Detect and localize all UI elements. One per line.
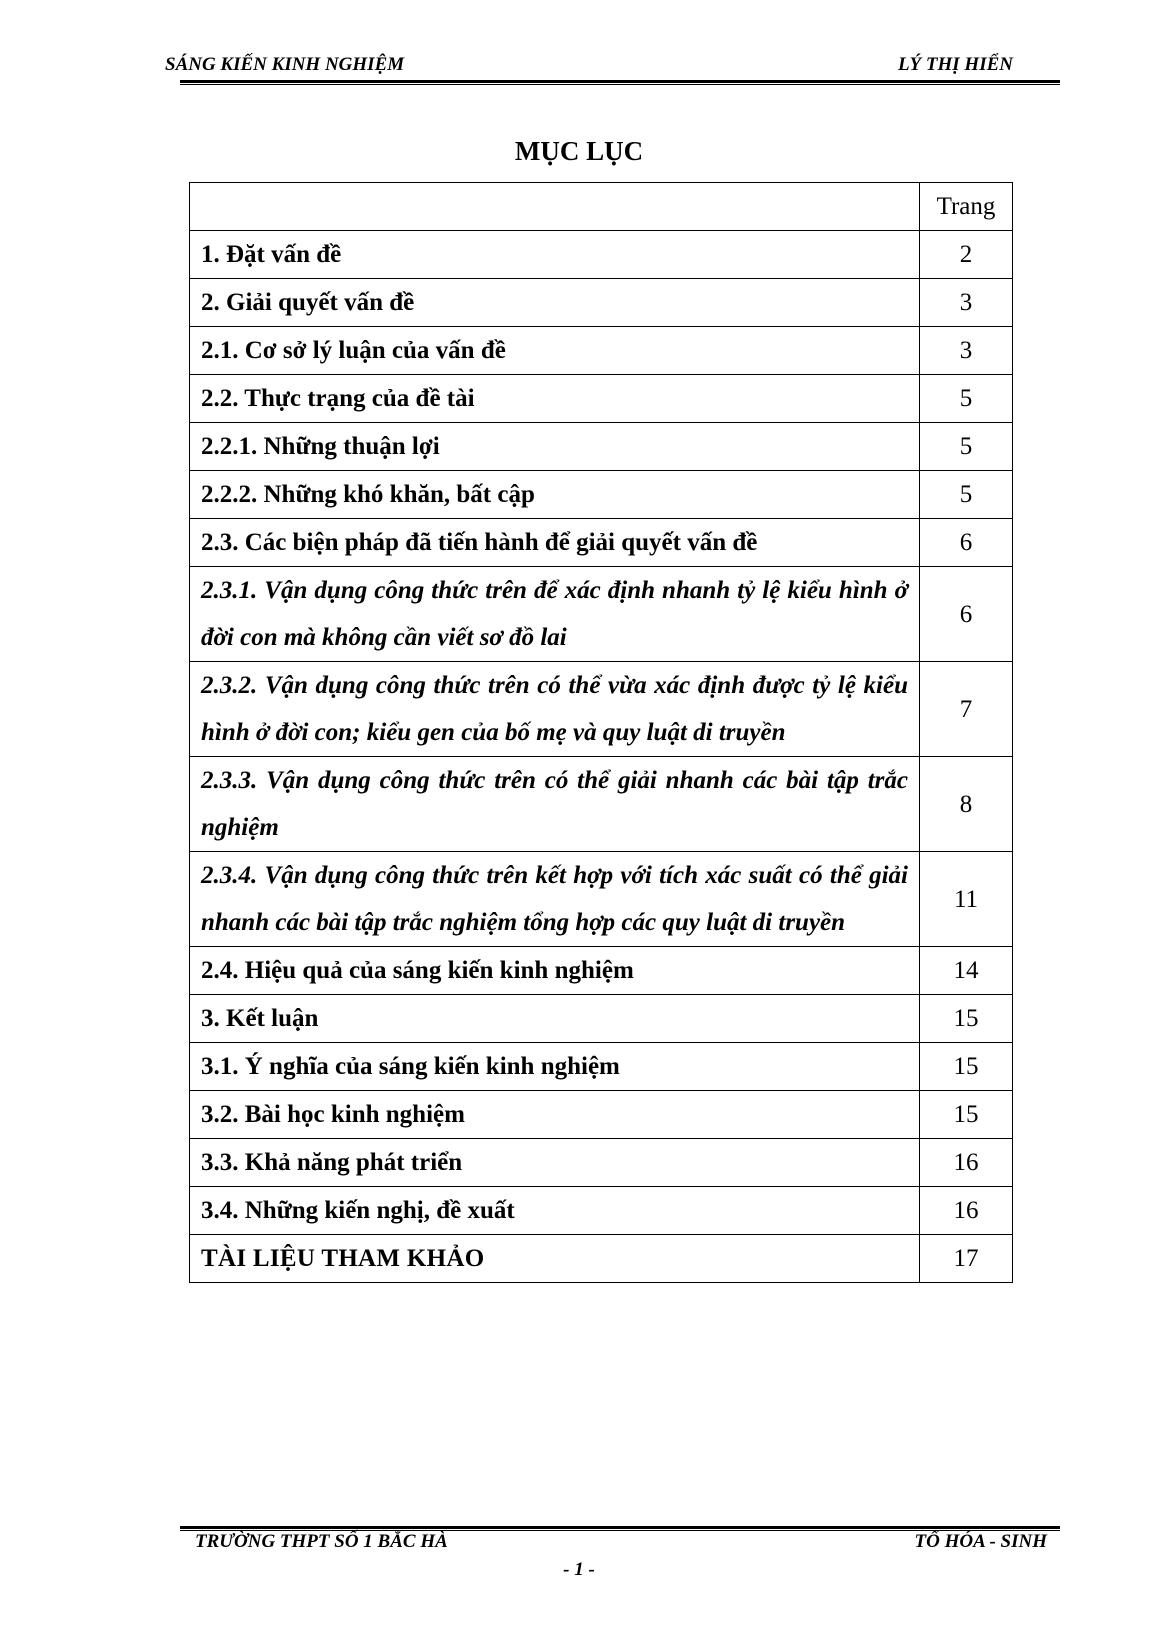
toc-entry: 2.2. Thực trạng của đề tài (190, 375, 920, 423)
toc-page-number: 16 (920, 1187, 1013, 1235)
toc-entry: 3.4. Những kiến nghị, đề xuất (190, 1187, 920, 1235)
toc-page-number: 6 (920, 567, 1013, 662)
toc-row (190, 567, 1013, 662)
toc-entry: 2.3.4. Vận dụng công thức trên kết hợp với tích xác suất có thể giải nhanh các bài tập trắc nghiệm tổng hợp các quy luật di truyền (190, 852, 920, 947)
toc-entry: 3.3. Khả năng phát triển (190, 1139, 920, 1187)
toc-page-number: 8 (920, 757, 1013, 852)
toc-entry: 2.3.1. Vận dụng công thức trên để xác định nhanh tỷ lệ kiểu hình ở đời con mà không cần viết sơ đồ lai (190, 567, 920, 662)
toc-page-number: 15 (920, 1091, 1013, 1139)
toc-page-number: 6 (920, 519, 1013, 567)
toc-row (190, 1235, 1013, 1283)
toc-entry: 2.3. Các biện pháp đã tiến hành để giải quyết vấn đề (190, 519, 920, 567)
toc-header-row (190, 183, 1013, 231)
footer-school: TRƯỜNG THPT SỐ 1 BẮC HÀ (195, 1531, 448, 1552)
toc-row (190, 231, 1013, 279)
toc-entry: 2.3.3. Vận dụng công thức trên có thể giải nhanh các bài tập trắc nghiệm (190, 757, 920, 852)
toc-entry: 2.4. Hiệu quả của sáng kiến kinh nghiệm (190, 947, 920, 995)
toc-page-number: 3 (920, 279, 1013, 327)
header-author: LÝ THỊ HIỂN (897, 54, 1013, 75)
page-title: MỤC LỤC (514, 136, 644, 166)
toc-page-number: 11 (920, 852, 1013, 947)
toc-entry: 2.1. Cơ sở lý luận của vấn đề (190, 327, 920, 375)
toc-row (190, 1091, 1013, 1139)
toc-entry: TÀI LIỆU THAM KHẢO (190, 1235, 920, 1283)
toc-row (190, 423, 1013, 471)
page-header (165, 52, 1055, 80)
toc-entry: 3.2. Bài học kinh nghiệm (190, 1091, 920, 1139)
toc-page-number: 5 (920, 375, 1013, 423)
toc-row (190, 995, 1013, 1043)
toc-page-number: 7 (920, 662, 1013, 757)
page-number: - 1 - (563, 1559, 595, 1580)
toc-row (190, 947, 1013, 995)
toc-page-number: 5 (920, 471, 1013, 519)
toc-row (190, 471, 1013, 519)
header-document-type: SÁNG KIẾN KINH NGHIỆM (165, 54, 405, 75)
toc-page-number: 14 (920, 947, 1013, 995)
toc-page-number: 15 (920, 995, 1013, 1043)
toc-entry: 3. Kết luận (190, 995, 920, 1043)
toc-header-blank (190, 183, 920, 231)
toc-entry: 2. Giải quyết vấn đề (190, 279, 920, 327)
toc-row (190, 757, 1013, 852)
table-of-contents (189, 182, 1013, 1283)
toc-row (190, 327, 1013, 375)
toc-page-number: 16 (920, 1139, 1013, 1187)
toc-row (190, 852, 1013, 947)
toc-page-number: 15 (920, 1043, 1013, 1091)
header-rule (180, 80, 1060, 85)
toc-row (190, 662, 1013, 757)
toc-row (190, 1187, 1013, 1235)
toc-entry: 3.1. Ý nghĩa của sáng kiến kinh nghiệm (190, 1043, 920, 1091)
toc-row (190, 375, 1013, 423)
toc-row (190, 1043, 1013, 1091)
toc-entry: 2.2.2. Những khó khăn, bất cập (190, 471, 920, 519)
footer-department: TỔ HÓA - SINH (914, 1531, 1047, 1552)
toc-header-page: Trang (920, 183, 1013, 231)
toc-page-number: 3 (920, 327, 1013, 375)
toc-entry: 2.2.1. Những thuận lợi (190, 423, 920, 471)
toc-row (190, 519, 1013, 567)
toc-entry: 1. Đặt vấn đề (190, 231, 920, 279)
toc-page-number: 2 (920, 231, 1013, 279)
toc-row (190, 1139, 1013, 1187)
toc-page-number: 5 (920, 423, 1013, 471)
toc-page-number: 17 (920, 1235, 1013, 1283)
toc-row (190, 279, 1013, 327)
toc-entry: 2.3.2. Vận dụng công thức trên có thể vừa xác định được tỷ lệ kiểu hình ở đời con; kiểu gen của bố mẹ và quy luật di truyền (190, 662, 920, 757)
